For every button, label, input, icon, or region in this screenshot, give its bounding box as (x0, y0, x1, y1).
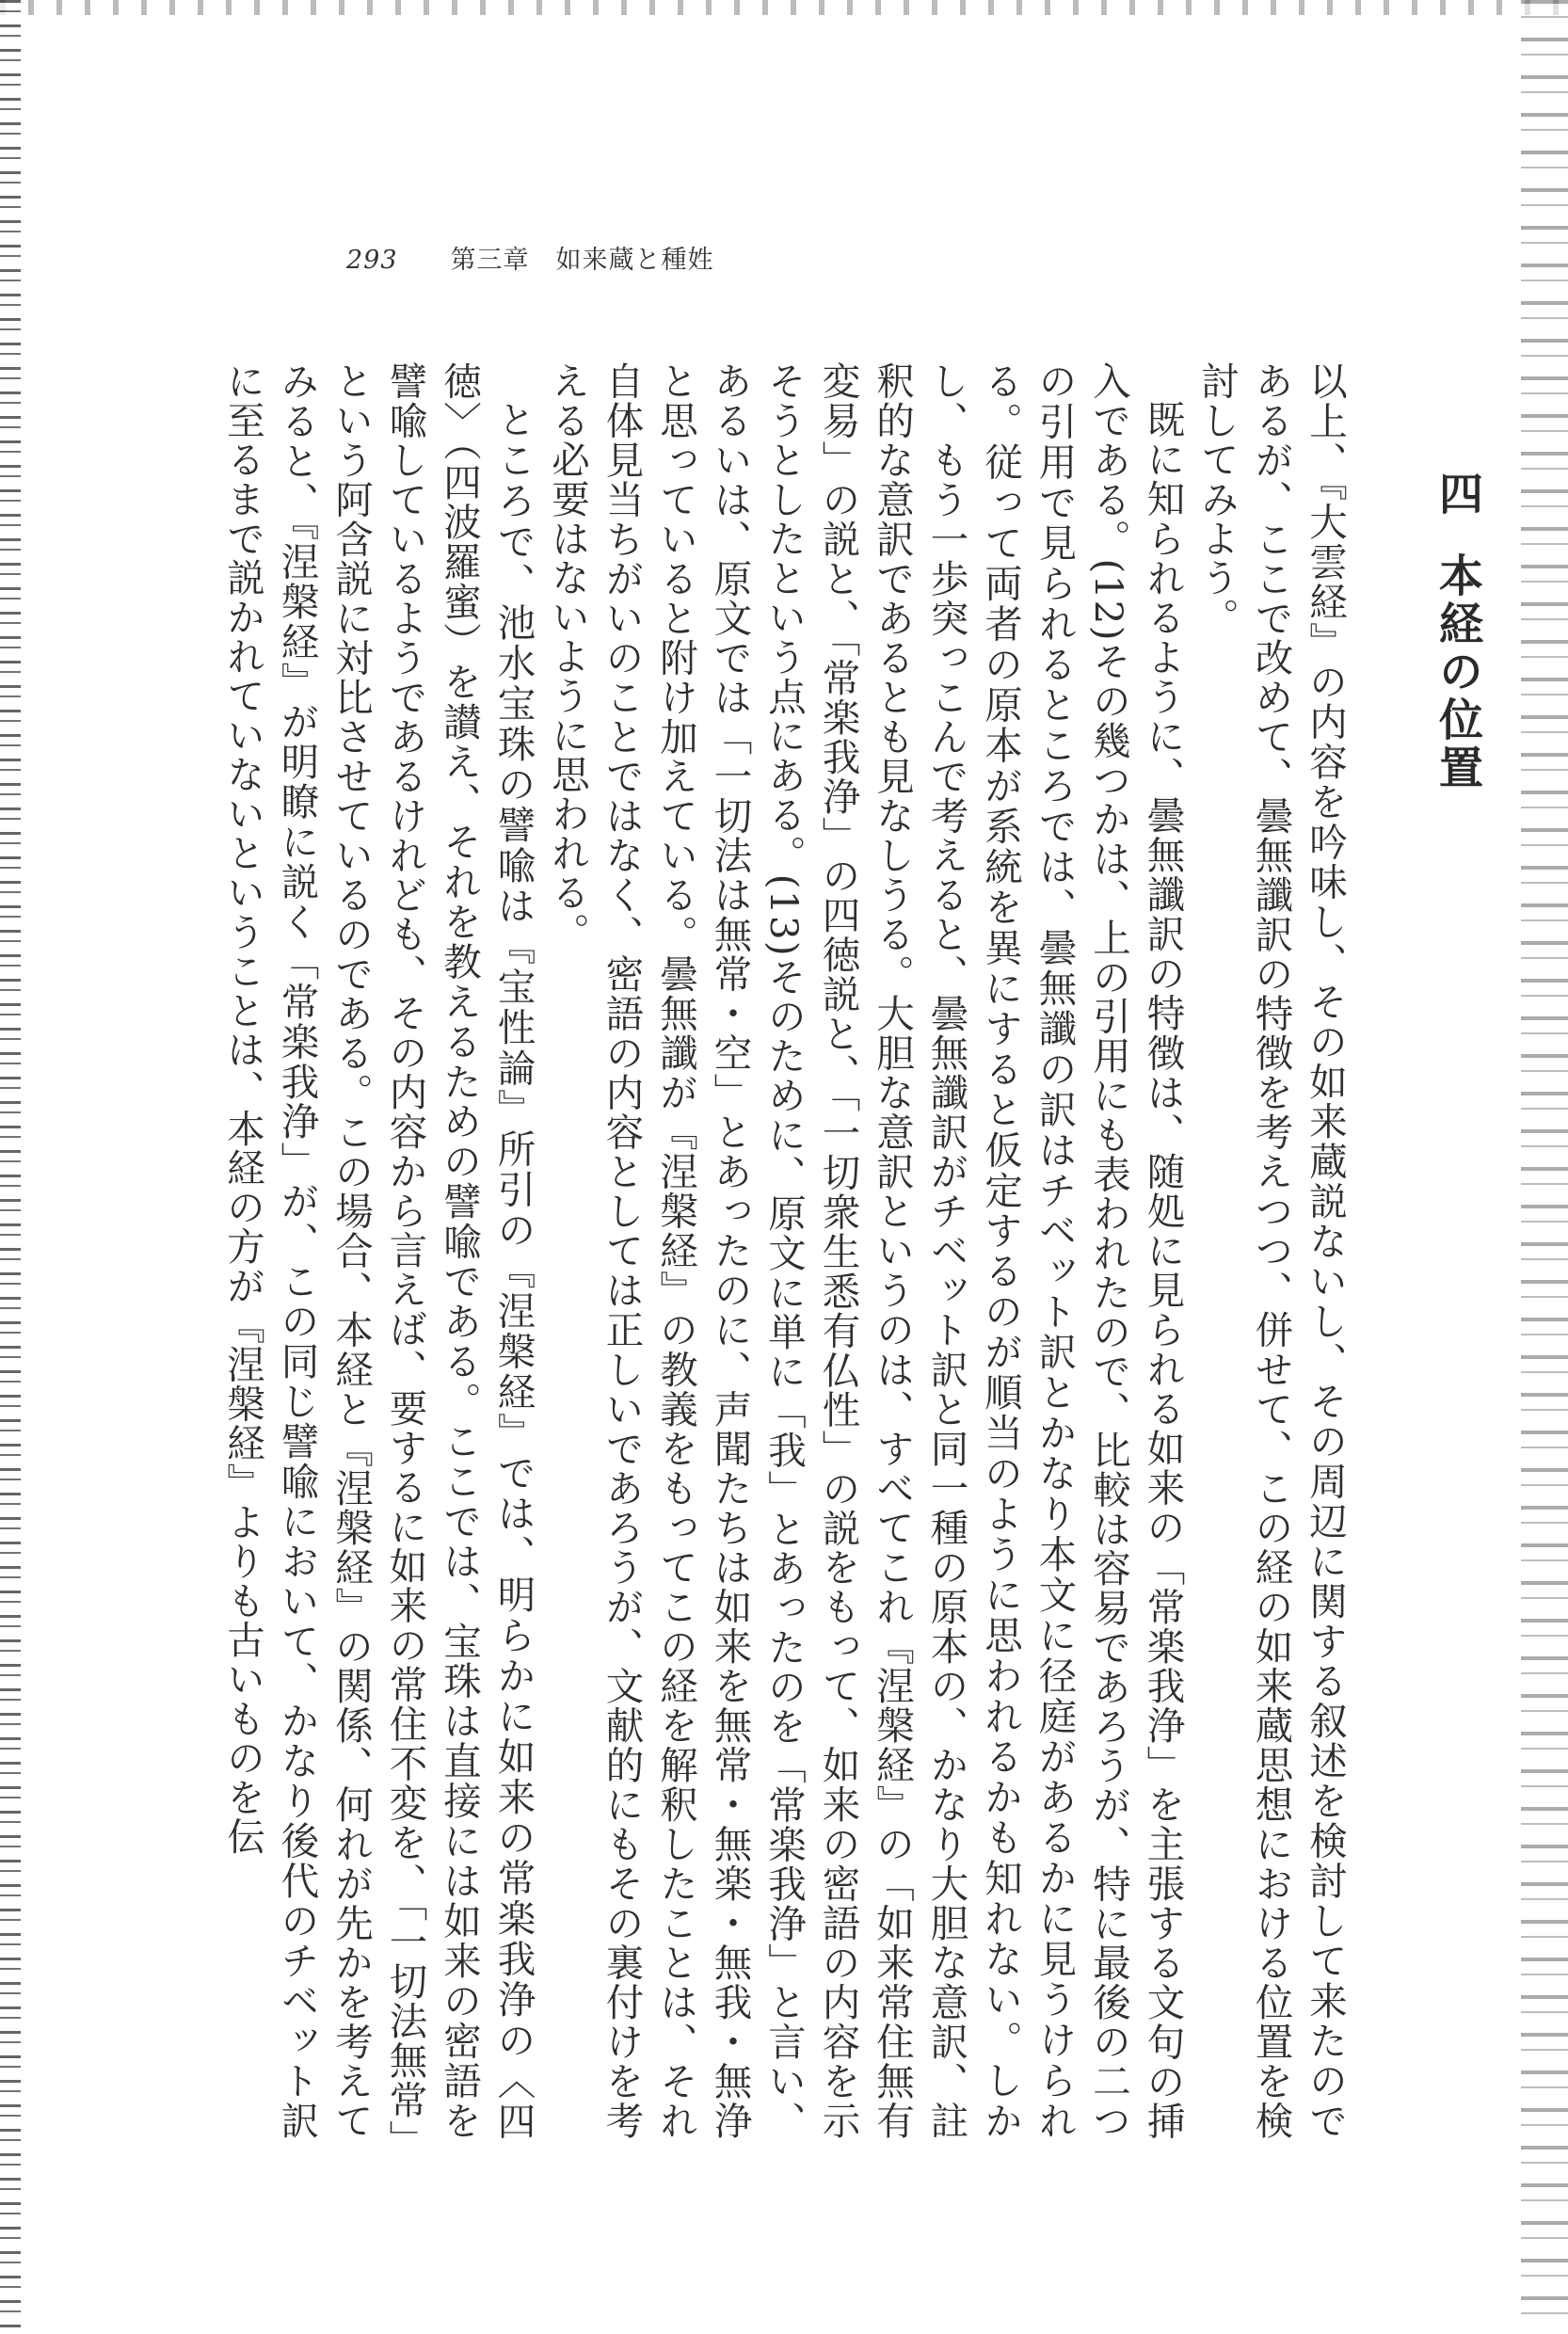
paragraph: ところで、池水宝珠の譬喩は『宝性論』所引の『涅槃経』では、明らかに如来の常楽我浄の〈四徳〉（四波羅蜜）を讃え、それを教えるための譬喩である。ここでは、宝珠は直接には如来の密語を譬喩しているようであるけれども、その内容から言えば、要するに如来の常住不変を、「一切法無常」という阿含説に対比させているのである。この場合、本経と『涅槃経』の関係、何れが先かを考えてみると、『涅槃経』が明瞭に説く「常楽我浄」が、この同じ譬喩において、かなり後代のチベット訳に至るまで説かれていないということは、本経の方が『涅槃経』よりも古いものを伝 (220, 361, 536, 2140)
paragraph: 既に知られるように、曇無讖訳の特徴は、随処に見られる如来の「常楽我浄」を主張する文句の挿入である。(12)その幾つかは、上の引用にも表われたので、比較は容易であろうが、特に最後の二つの引用で見られるところでは、曇無讖の訳はチベット訳とかなり本文に径庭があるかに見うけられる。従って両者の原本が系統を異にすると仮定するのが順当のように思われるかも知れない。しかし、もう一歩突っこんで考えると、曇無讖訳がチベット訳と同一種の原本の、かなり大胆な意訳、註釈的な意訳であるとも見なしうる。大胆な意訳というのは、すべてこれ『涅槃経』の「如来常住無有変易」の説と、「常楽我浄」の四徳説と、「一切衆生悉有仏性」の説をもって、如来の密語の内容を示そうとしたという点にある。(13)そのために、原文に単に「我」とあったのを「常楽我浄」と言い、あるいは、原文では「一切法は無常・空」とあったのに、声聞たちは如来を無常・無楽・無我・無浄と思っていると附け加えている。曇無讖が『涅槃経』の教義をもってこの経を解釈したことは、それ自体見当ちがいのことではなく、密語の内容としては正しいであろうが、文献的にもその裏付けを考える必要はないように思われる。 (545, 361, 1186, 2140)
scan-edge-left (0, 0, 21, 2334)
page-number: 293 (346, 246, 398, 275)
section-title: 本経の位置 (1432, 552, 1483, 792)
scan-edge-top (0, 0, 1568, 15)
body-text (216, 361, 1352, 2140)
paragraph: 以上、『大雲経』の内容を吟味し、その如来蔵説ないし、その周辺に関する叙述を検討して来たのであるが、ここで改めて、曇無讖訳の特徴を考えつつ、併せて、この経の如来蔵思想における位置を検討してみよう。 (1194, 361, 1348, 2140)
section-heading (1429, 471, 1485, 792)
running-head (346, 239, 714, 276)
chapter-title: 第三章 如来蔵と種姓 (450, 246, 714, 275)
scan-edge-right (1521, 0, 1568, 2334)
section-number: 四 (1432, 471, 1483, 519)
